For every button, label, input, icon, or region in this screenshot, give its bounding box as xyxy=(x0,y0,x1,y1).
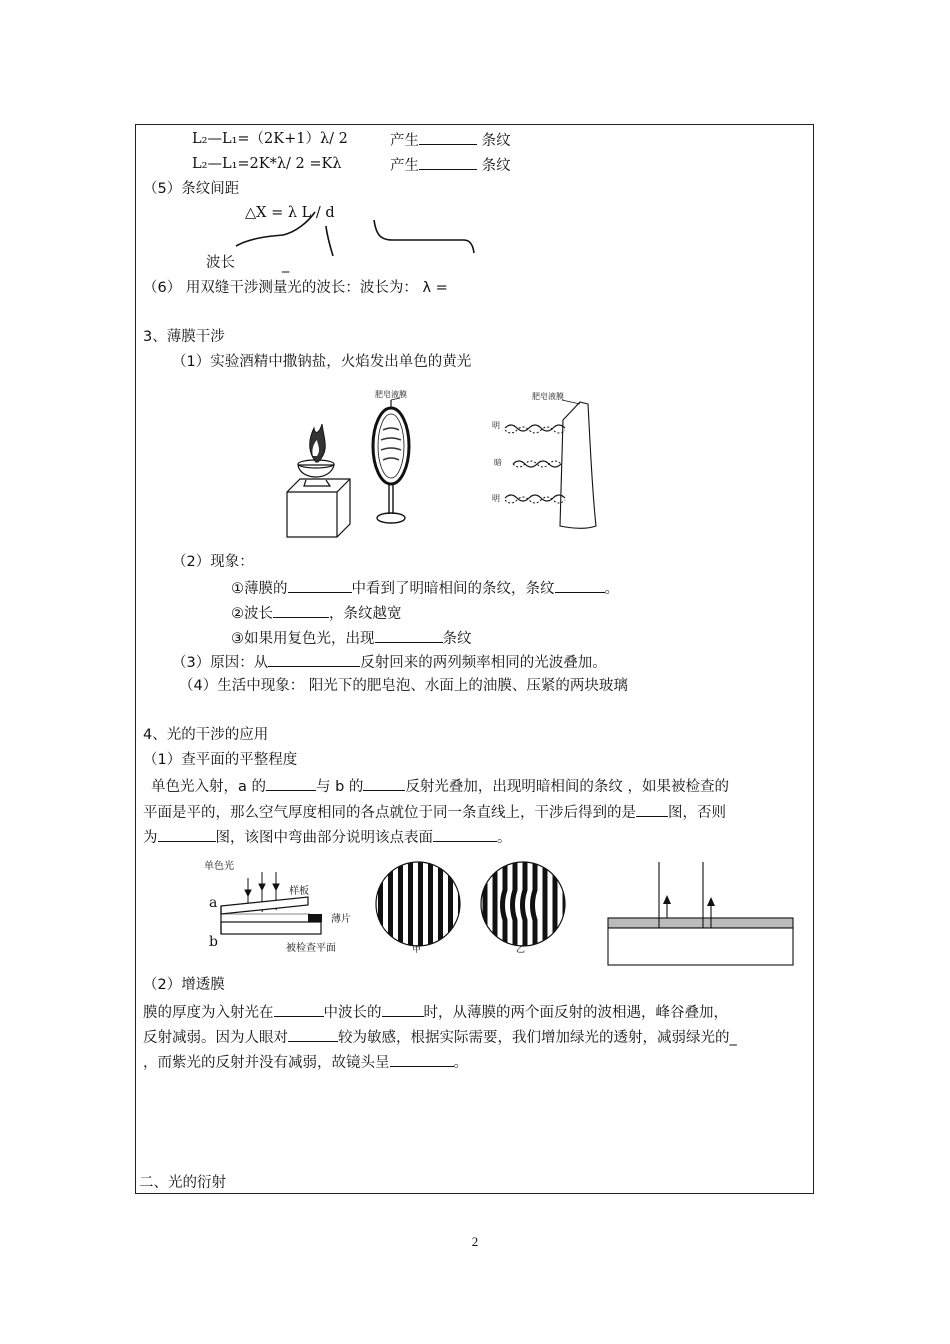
formula-bright-result: 产生 条纹 xyxy=(390,129,511,151)
fig-label-bright1: 明 xyxy=(492,421,500,430)
page-number: 2 xyxy=(471,1234,479,1249)
flatness-line-2: 平面是平的，那么空气厚度相同的各点就位于同一条直线上，干涉后得到的是 图，否则 xyxy=(143,801,726,823)
phenomenon-2: ②波长 ，条纹越宽 xyxy=(231,602,402,624)
section-3-title: 3、薄膜干涉 xyxy=(143,329,225,345)
wavelength-blank: _ xyxy=(282,257,290,273)
flatness-line-3: 为 图，该图中弯曲部分说明该点表面 。 xyxy=(143,826,512,848)
coating-line-2: 反射减弱。因为人眼对 较为敏感，根据实际需要，我们增加绿光的透射，减弱绿光的_ xyxy=(143,1026,737,1048)
section-4-sub1: （1）查平面的平整程度 xyxy=(143,752,298,768)
fig-label-plate: 样板 xyxy=(289,886,309,897)
fig-label-surface: 被检查平面 xyxy=(286,943,336,954)
fig-label-yi: 乙 xyxy=(516,945,526,955)
formula-dark-result: 产生 条纹 xyxy=(390,154,511,176)
section-3-sub3: （3）原因：从 反射回来的两列频率相同的光波叠加。 xyxy=(172,651,607,673)
section-3-sub4: （4）生活中现象： 阳光下的肥皂泡、水面上的油膜、压紧的两块玻璃 xyxy=(179,678,628,694)
fig-label-film2: 肥皂液膜 xyxy=(532,392,564,401)
fig-label-a: a xyxy=(209,895,218,911)
blank[interactable] xyxy=(390,1051,454,1067)
section-3-sub1: （1）实验酒精中撒钠盐，火焰发出单色的黄光 xyxy=(172,354,472,370)
coating-line-3: ，而紫光的反射并没有减弱，故镜头呈 。 xyxy=(143,1051,468,1073)
wavelength-label: 波长 xyxy=(206,255,235,271)
blank[interactable] xyxy=(288,1026,338,1042)
spacing-heading: （5）条纹间距 xyxy=(143,181,240,197)
section-3-sub2: （2）现象： xyxy=(172,554,254,570)
phenomenon-3: ③如果用复色光，出现 条纹 xyxy=(231,627,472,649)
blank[interactable] xyxy=(274,1001,324,1017)
formula-bright: L₂—L₁=（2K+1）λ/ 2 xyxy=(192,131,348,147)
fig-label-shim: 薄片 xyxy=(331,914,351,925)
fig-label-jia: 甲 xyxy=(412,945,422,955)
fig-label-dark: 暗 xyxy=(494,458,502,467)
item-6: （6） 用双缝干涉测量光的波长：波长为： λ = xyxy=(143,280,448,296)
coating-line-1: 膜的厚度为入射光在 中波长的 时，从薄膜的两个面反射的波相遇，峰谷叠加， xyxy=(143,1001,728,1023)
section-two-title: 二、光的衍射 xyxy=(139,1175,226,1191)
fig-label-film: 肥皂液膜 xyxy=(375,390,407,399)
blank[interactable] xyxy=(382,1001,424,1017)
flatness-line-1: 单色光入射，a 的 与 b 的 反射光叠加，出现明暗相间的条纹 ，如果被检查的 xyxy=(151,775,729,797)
fig-label-mono: 单色光 xyxy=(204,861,234,872)
spacing-formula: △X = λ L / d xyxy=(245,205,335,221)
formula-dark: L₂—L₁=2K*λ/ 2 =Kλ xyxy=(192,156,342,172)
section-4-sub2: （2）增透膜 xyxy=(143,977,225,993)
phenomenon-1: ①薄膜的 中看到了明暗相间的条纹，条纹 。 xyxy=(231,577,619,599)
section-4-title: 4、光的干涉的应用 xyxy=(143,727,269,743)
fig-label-bright2: 明 xyxy=(492,494,500,503)
fig-label-b: b xyxy=(209,934,218,950)
